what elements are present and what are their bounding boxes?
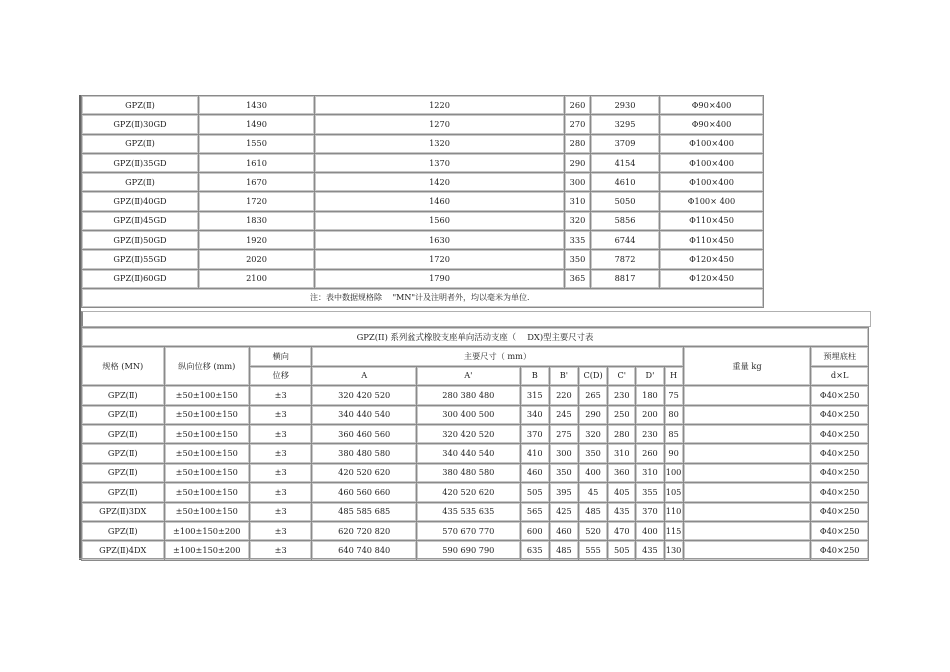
table-cell: Φ40×250	[811, 502, 869, 521]
table-cell: 280	[565, 134, 591, 153]
table-cell: 4154	[591, 153, 660, 172]
table-cell: Φ100×400	[660, 153, 764, 172]
table-cell: 435 535 635	[417, 502, 521, 521]
table-cell: ±3	[250, 483, 312, 502]
table-cell: 2020	[199, 250, 315, 269]
table-cell: GPZ(Ⅱ)45GD	[82, 211, 199, 230]
table-cell: ±50±100±150	[164, 444, 250, 463]
table-cell: 485 585 685	[312, 502, 417, 521]
table-cell: ±50±100±150	[164, 463, 250, 482]
table-cell: 425	[549, 502, 578, 521]
table-cell: GPZ(Ⅱ)55GD	[82, 250, 199, 269]
table-cell: 635	[520, 541, 549, 560]
table-cell: 350	[549, 463, 578, 482]
table-cell: 460 560 660	[312, 483, 417, 502]
table-cell: 1270	[315, 115, 565, 134]
table-cell: 1370	[315, 153, 565, 172]
table-cell: 280	[608, 424, 636, 443]
table-cell: 370	[520, 424, 549, 443]
table-cell: 230	[608, 386, 636, 405]
table-cell: 290	[565, 153, 591, 172]
table-row	[82, 463, 869, 482]
table-cell: 590 690 790	[417, 541, 521, 560]
table-cell: Φ100×400	[660, 134, 764, 153]
table-cell: 4610	[591, 173, 660, 192]
table-cell: 640 740 840	[312, 541, 417, 560]
table-cell: 340 440 540	[312, 405, 417, 424]
table-cell: 555	[579, 541, 608, 560]
table-cell: 620 720 820	[312, 521, 417, 540]
table-cell: ±50±100±150	[164, 483, 250, 502]
table-cell: Φ100× 400	[660, 192, 764, 211]
table-cell: 400	[636, 521, 664, 540]
table-cell	[683, 424, 811, 443]
table-cell: ±3	[250, 386, 312, 405]
table-cell: 520	[579, 521, 608, 540]
table-row	[82, 134, 764, 153]
table-cell: GPZ(Ⅱ)	[82, 173, 199, 192]
table-cell: GPZ(Ⅱ)3DX	[82, 502, 165, 521]
table-cell: 265	[579, 386, 608, 405]
table-cell: 245	[549, 405, 578, 424]
table-cell: 485	[549, 541, 578, 560]
table-cell: ±3	[250, 541, 312, 560]
table-cell: 2930	[591, 96, 660, 115]
table-cell: ±50±100±150	[164, 386, 250, 405]
table-cell: GPZ(Ⅱ)30GD	[82, 115, 199, 134]
table-cell: 315	[520, 386, 549, 405]
table-cell	[683, 444, 811, 463]
header-longitudinal-displacement: 纵向位移 (mm)	[164, 347, 250, 386]
table-cell: 260	[565, 96, 591, 115]
table-row	[82, 231, 764, 250]
table-cell: 320 420 520	[417, 424, 521, 443]
table-cell: ±3	[250, 444, 312, 463]
table-cell: 570 670 770	[417, 521, 521, 540]
table-row	[82, 521, 869, 540]
table-cell: Φ90×400	[660, 96, 764, 115]
table-cell: 1460	[315, 192, 565, 211]
table-cell: GPZ(Ⅱ)	[82, 96, 199, 115]
table-cell: 270	[565, 115, 591, 134]
table-cell: Φ90×400	[660, 115, 764, 134]
table-cell: 45	[579, 483, 608, 502]
table-row	[82, 211, 764, 230]
table-cell: 85	[664, 424, 683, 443]
table-cell: 350	[579, 444, 608, 463]
table-cell: 600	[520, 521, 549, 540]
table-cell: 1630	[315, 231, 565, 250]
table-cell: Φ40×250	[811, 424, 869, 443]
table-cell: 8817	[591, 269, 660, 288]
table-cell: 380 480 580	[312, 444, 417, 463]
table-cell: 310	[565, 192, 591, 211]
table-cell: 3295	[591, 115, 660, 134]
table-cell: ±50±100±150	[164, 424, 250, 443]
table-cell: GPZ(Ⅱ)	[82, 386, 165, 405]
table-cell: GPZ(Ⅱ)	[82, 463, 165, 482]
header-main-dimensions: 主要尺寸（ mm）	[312, 347, 683, 366]
table-cell: 100	[664, 463, 683, 482]
table-cell: 435	[636, 541, 664, 560]
table-cell: 1830	[199, 211, 315, 230]
table-cell: 250	[608, 405, 636, 424]
table-cell: 410	[520, 444, 549, 463]
table-row	[82, 502, 869, 521]
table-cell: ±100±150±200	[164, 541, 250, 560]
table-cell: Φ40×250	[811, 541, 869, 560]
table-cell: 280 380 480	[417, 386, 521, 405]
table-cell: 300 400 500	[417, 405, 521, 424]
table-cell: Φ40×250	[811, 521, 869, 540]
table-cell: 370	[636, 502, 664, 521]
table-cell: 405	[608, 483, 636, 502]
table-cell: 110	[664, 502, 683, 521]
table-row	[82, 192, 764, 211]
table-cell: GPZ(Ⅱ)	[82, 134, 199, 153]
table-row	[82, 153, 764, 172]
table-cell: 420 520 620	[417, 483, 521, 502]
table-cell: 355	[636, 483, 664, 502]
table-cell: 310	[608, 444, 636, 463]
header-col-b-prime: B'	[549, 366, 578, 385]
table-cell	[683, 521, 811, 540]
table-cell: ±50±100±150	[164, 502, 250, 521]
table-cell: ±3	[250, 502, 312, 521]
table-row	[82, 424, 869, 443]
table-cell: GPZ(Ⅱ)	[82, 444, 165, 463]
table-cell: 395	[549, 483, 578, 502]
header-col-d-prime: D'	[636, 366, 664, 385]
table-cell: 1920	[199, 231, 315, 250]
table-cell: 3709	[591, 134, 660, 153]
table-cell: 300	[565, 173, 591, 192]
table-cell: 350	[565, 250, 591, 269]
table-cell: 115	[664, 521, 683, 540]
table-cell: 220	[549, 386, 578, 405]
table-cell: 130	[664, 541, 683, 560]
table-cell: GPZ(Ⅱ)4DX	[82, 541, 165, 560]
table-cell: 2100	[199, 269, 315, 288]
table-row	[82, 405, 869, 424]
table-cell: ±3	[250, 405, 312, 424]
table-note: 注：表中数据规格除 "MN"计及注明者外，均以毫米为单位．	[82, 288, 764, 307]
table-cell: 310	[636, 463, 664, 482]
table-cell: 5050	[591, 192, 660, 211]
table-cell: 5856	[591, 211, 660, 230]
table-cell: 1670	[199, 173, 315, 192]
table-cell: 360	[608, 463, 636, 482]
table-cell: ±3	[250, 521, 312, 540]
table-cell: 380 480 580	[417, 463, 521, 482]
table-cell: 1220	[315, 96, 565, 115]
table-cell: ±3	[250, 424, 312, 443]
table-cell: 360 460 560	[312, 424, 417, 443]
table-cell: ±3	[250, 463, 312, 482]
header-col-h: H	[664, 366, 683, 385]
table-cell: 6744	[591, 231, 660, 250]
table-cell: GPZ(Ⅱ)60GD	[82, 269, 199, 288]
table-row	[82, 115, 764, 134]
table-row	[82, 483, 869, 502]
table-row	[82, 269, 764, 288]
header-spec: 规格 (MN)	[82, 347, 165, 386]
header-col-b: B	[520, 366, 549, 385]
table-cell: ±100±150±200	[164, 521, 250, 540]
table-cell: 485	[579, 502, 608, 521]
table-cell: Φ110×450	[660, 211, 764, 230]
table-cell: 1560	[315, 211, 565, 230]
table-cell: 565	[520, 502, 549, 521]
table-cell: 105	[664, 483, 683, 502]
table-cell: 460	[520, 463, 549, 482]
table-cell: 1550	[199, 134, 315, 153]
table-cell: 340 440 540	[417, 444, 521, 463]
table-cell: 340	[520, 405, 549, 424]
table-cell: 7872	[591, 250, 660, 269]
table-cell: 1610	[199, 153, 315, 172]
table-cell: 1420	[315, 173, 565, 192]
table-cell: 90	[664, 444, 683, 463]
header-d-x-l: d×L	[811, 366, 869, 385]
table-cell: Φ40×250	[811, 386, 869, 405]
table-cell: 320 420 520	[312, 386, 417, 405]
header-lateral: 横向	[250, 347, 312, 366]
table-cell: 260	[636, 444, 664, 463]
table-cell: 435	[608, 502, 636, 521]
table-cell: GPZ(Ⅱ)	[82, 424, 165, 443]
table-cell: 1790	[315, 269, 565, 288]
table-cell	[683, 502, 811, 521]
bottom-border-line	[79, 558, 869, 559]
table-cell: 400	[579, 463, 608, 482]
header-displacement: 位移	[250, 366, 312, 385]
table-cell: 1490	[199, 115, 315, 134]
table-cell: Φ120×450	[660, 250, 764, 269]
left-border-line	[79, 95, 81, 560]
table-cell: Φ120×450	[660, 269, 764, 288]
table-cell: 1430	[199, 96, 315, 115]
table-row	[82, 250, 764, 269]
header-weight: 重量 kg	[683, 347, 811, 386]
table-cell: GPZ(Ⅱ)35GD	[82, 153, 199, 172]
header-col-a: A	[312, 366, 417, 385]
table-cell: 460	[549, 521, 578, 540]
table-cell: 365	[565, 269, 591, 288]
table-cell: GPZ(Ⅱ)	[82, 521, 165, 540]
header-col-cd: C(D)	[579, 366, 608, 385]
header-col-c-prime: C'	[608, 366, 636, 385]
table-cell: Φ40×250	[811, 444, 869, 463]
table-cell: Φ40×250	[811, 483, 869, 502]
table-cell: Φ100×400	[660, 173, 764, 192]
table-cell: GPZ(Ⅱ)	[82, 405, 165, 424]
table-row	[82, 96, 764, 115]
table-cell: 505	[608, 541, 636, 560]
dimensions-table-upper	[81, 95, 764, 308]
table-cell: GPZ(Ⅱ)40GD	[82, 192, 199, 211]
table-cell: 470	[608, 521, 636, 540]
table-cell: 1720	[199, 192, 315, 211]
table-cell: 75	[664, 386, 683, 405]
table-cell: 80	[664, 405, 683, 424]
dx-support-dimensions-table	[81, 327, 869, 561]
table-cell: Φ40×250	[811, 463, 869, 482]
table-cell: 275	[549, 424, 578, 443]
table-cell: 320	[565, 211, 591, 230]
table-cell: 290	[579, 405, 608, 424]
table-cell: GPZ(Ⅱ)50GD	[82, 231, 199, 250]
table-cell: ±50±100±150	[164, 405, 250, 424]
header-embedded-column: 预埋底柱	[811, 347, 869, 366]
table-cell	[683, 463, 811, 482]
table-cell: 335	[565, 231, 591, 250]
header-col-a-prime: A'	[417, 366, 521, 385]
table-row	[82, 386, 869, 405]
table-cell: GPZ(Ⅱ)	[82, 483, 165, 502]
table-cell: 1720	[315, 250, 565, 269]
table-cell: 1320	[315, 134, 565, 153]
table-cell: 505	[520, 483, 549, 502]
table-row	[82, 173, 764, 192]
table-cell	[683, 386, 811, 405]
table-cell: 180	[636, 386, 664, 405]
table-row	[82, 444, 869, 463]
table-cell: Φ40×250	[811, 405, 869, 424]
table-cell: 230	[636, 424, 664, 443]
table-cell: 320	[579, 424, 608, 443]
table-cell: 420 520 620	[312, 463, 417, 482]
table-cell: 200	[636, 405, 664, 424]
table-title: GPZ(II) 系列盆式橡胶支座单向活动支座（ DX)型主要尺寸表	[82, 328, 869, 347]
table-gap-row	[81, 311, 871, 327]
table-cell: Φ110×450	[660, 231, 764, 250]
table-cell	[683, 483, 811, 502]
table-cell: 300	[549, 444, 578, 463]
table-cell	[683, 405, 811, 424]
